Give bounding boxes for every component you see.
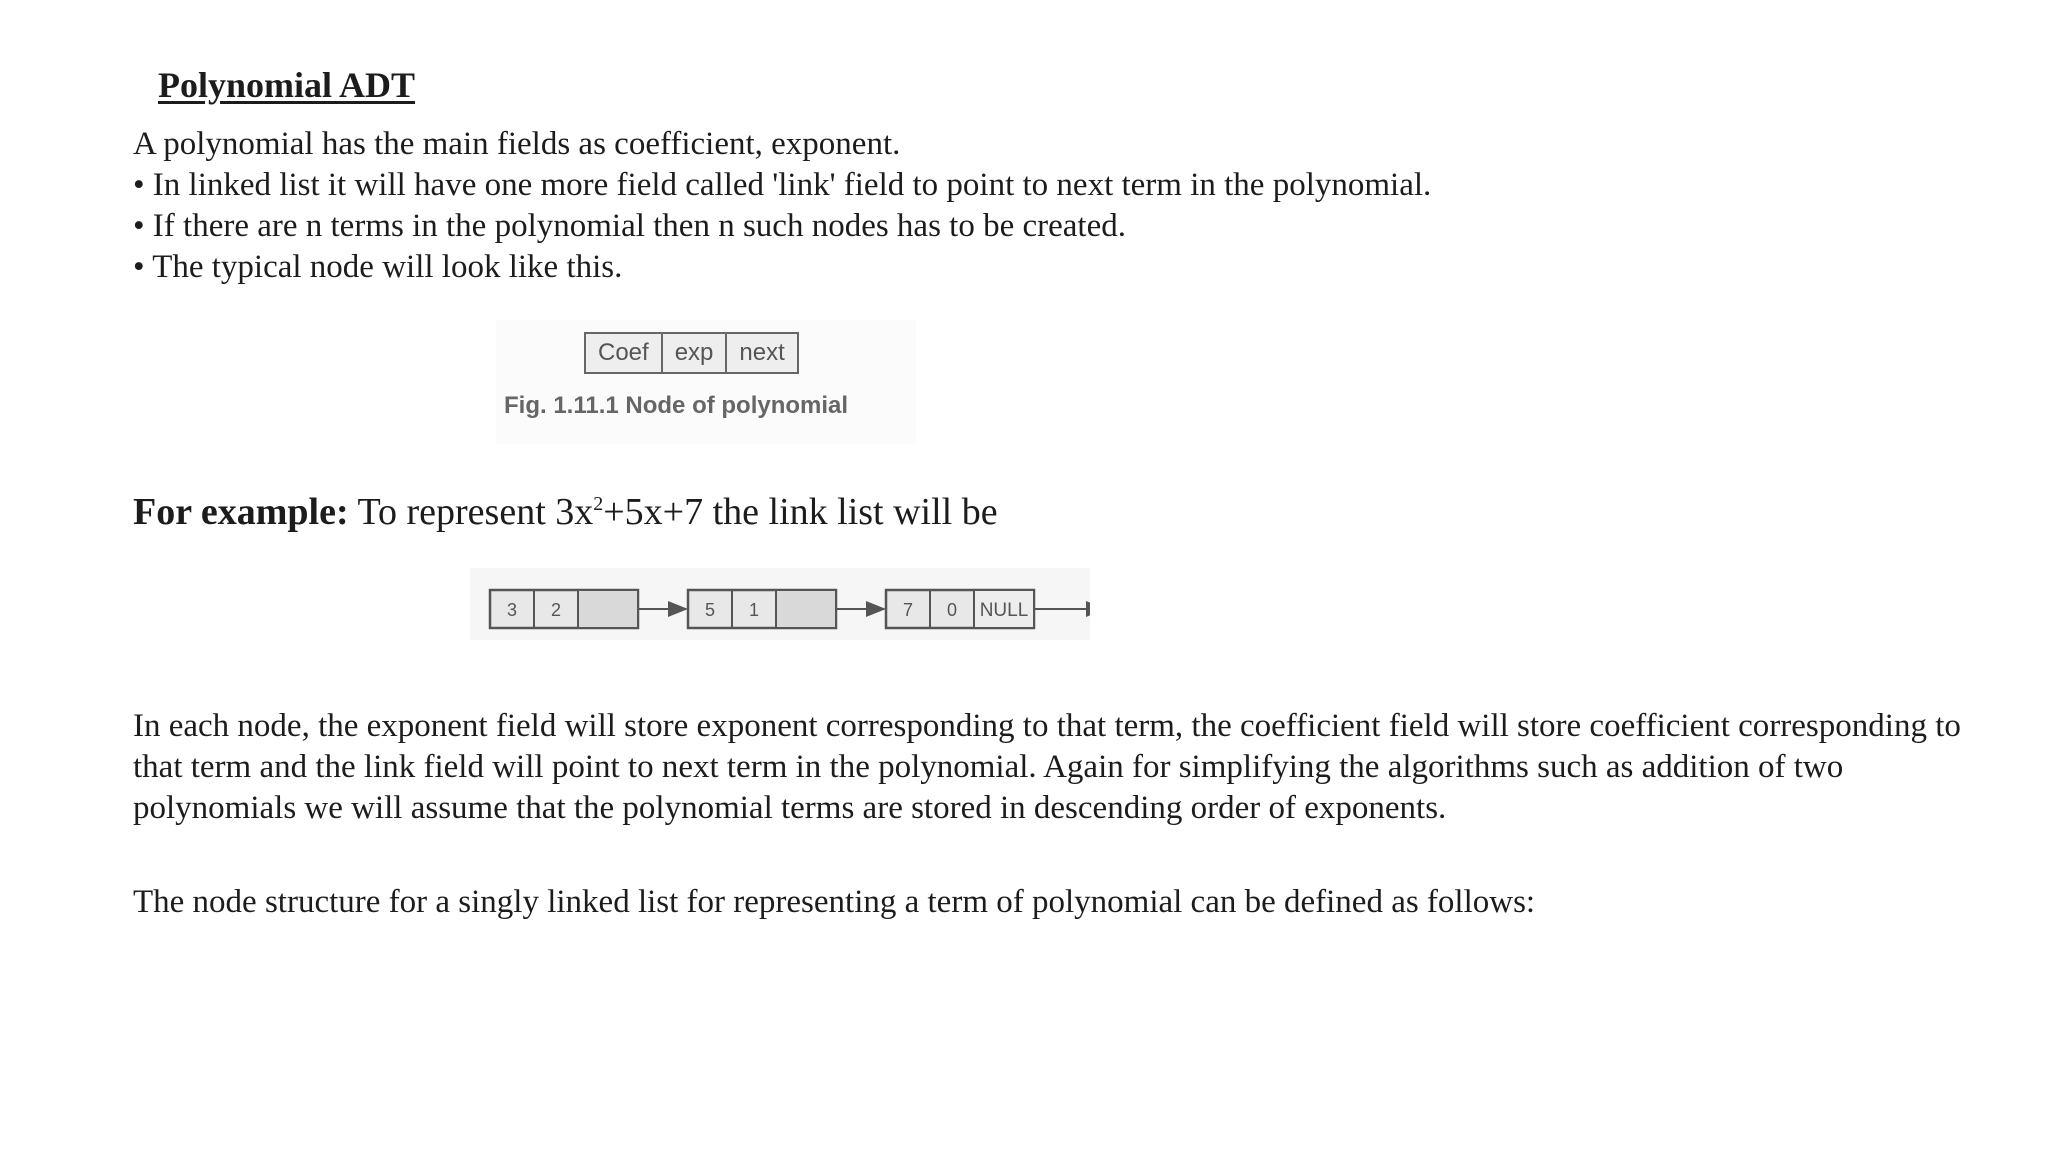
node-coef-value: 3 <box>506 600 518 620</box>
structure-paragraph: The node structure for a singly linked list for representing a term of polynomial can be defined as follows: <box>133 884 1536 920</box>
bullet-item: • The typical node will look like this. <box>133 249 623 285</box>
node-link-field <box>776 591 835 627</box>
node-figure <box>496 320 916 444</box>
bullet-item: • In linked list it will have one more field called 'link' field to point to next term in the polynomial. <box>133 167 1432 203</box>
bullet-item: • If there are n terms in the polynomial then n such nodes has to be created. <box>133 208 1126 244</box>
example-exponent: 2 <box>593 493 604 515</box>
node-coef-value: 5 <box>704 600 716 620</box>
node-field-coef: Coef <box>586 334 663 372</box>
example-heading <box>133 490 998 536</box>
node-coef-value: 7 <box>902 600 914 620</box>
node-exp-value: 1 <box>748 600 760 620</box>
node-field-exp: exp <box>663 334 728 372</box>
example-label: For example: <box>133 491 349 533</box>
node-link-field <box>578 591 637 627</box>
page-title: Polynomial ADT <box>158 65 416 105</box>
linked-list-diagram <box>470 568 1090 640</box>
node-link-value: NULL <box>979 600 1029 621</box>
figure-caption: Fig. 1.11.1 Node of polynomial <box>504 392 849 419</box>
explanation-paragraph: In each node, the exponent field will store exponent corresponding to that term, the coefficient field will store coefficient corresponding to that term and the link field will point to next term in the polynomial. Again for simplifying the algorithms such as addition of two polynomials we will assume that the polynomial terms are stored in descending order of exponents. <box>133 708 1961 826</box>
intro-line: A polynomial has the main fields as coefficient, exponent. <box>133 126 901 162</box>
node-exp-value: 2 <box>550 600 562 620</box>
list-node <box>688 590 836 628</box>
example-text-post: +5x+7 the link list will be <box>603 491 998 533</box>
node-diagram <box>584 332 799 374</box>
intro-text <box>133 124 1431 288</box>
node-field-next: next <box>739 339 785 366</box>
list-node <box>490 590 638 628</box>
list-node <box>886 590 1034 628</box>
linked-list-figure <box>470 568 1090 640</box>
example-text-pre: To represent 3x <box>348 491 594 533</box>
node-exp-value: 0 <box>946 600 958 620</box>
